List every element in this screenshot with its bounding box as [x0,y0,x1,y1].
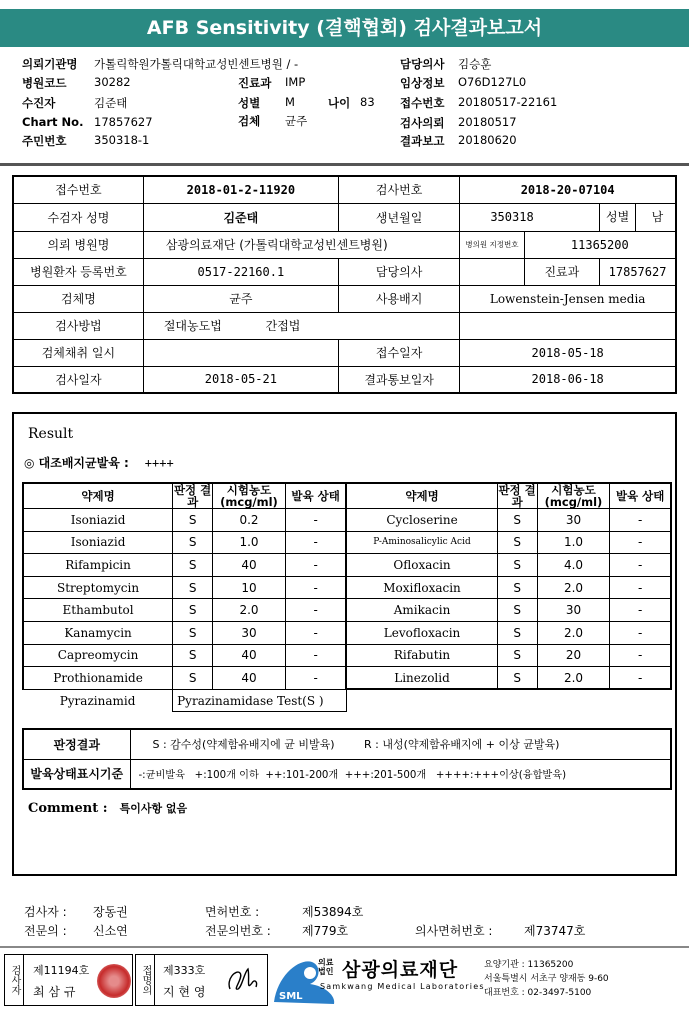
info-label: 검체채취 일시 [13,339,143,366]
drug-name: Ethambutol [23,599,173,622]
signature-icon [224,963,262,997]
method-indirect: 간접법 [265,319,301,333]
comment-label: Comment : [28,801,108,816]
info-value: 0517-22160.1 [143,258,338,285]
report-title: AFB Sensitivity (결핵협회) 검사결과보고서 [0,9,689,47]
table-row [23,554,671,577]
resident-value: 350318-1 [94,133,150,147]
empty-cell [346,689,671,712]
growth-value: - [285,554,346,577]
logo-mark: SML [279,991,303,1002]
table-row [23,599,671,622]
conc-value: 1.0 [537,531,610,554]
pza-drug: Pyrazinamid [59,693,136,708]
conc-value: 1.0 [213,531,286,554]
table-row [23,689,671,712]
table-row [13,366,676,393]
judge-value: S [173,667,213,690]
judge-value: S [497,599,537,622]
tester-name: 장동권 [93,905,128,919]
table-row [23,509,671,532]
table-row [13,176,676,203]
info-table [12,175,677,394]
contact-code: 요양기관 : 11365200 [484,960,574,970]
hospital-code-label: 병원코드 [22,76,67,90]
conc-value: 0.2 [213,509,286,532]
growth-value: - [285,509,346,532]
doctor-sign-label: 접명의 [136,955,155,1005]
drug-name: Levofloxacin [346,621,497,644]
drug-name: Rifabutin [346,644,497,667]
table-row [13,285,676,312]
info-value [460,258,524,285]
info-label: 접수번호 [13,176,143,203]
spec-license-value: 제779호 [302,924,349,938]
info-label: 의뢰 병원명 [13,231,143,258]
col-growth: 발육 상태 [610,483,671,509]
judge-value: S [497,621,537,644]
info-value: 350318 [460,203,600,231]
col-drug: 약제명 [23,483,173,509]
growth-legend-value: -:균비발육 +:100개 이하 ++:101-200개 +++:201-500개 ++++:+++이상(융합발육) [130,759,671,789]
patient-value: 김준태 [94,96,128,110]
info-value: 2018-06-18 [460,366,676,393]
conc-value: 4.0 [537,554,610,577]
age-value: 83 [360,95,375,109]
table-row [13,258,676,285]
drug-name: Isoniazid [23,531,173,554]
footer-divider [0,946,689,948]
drug-name: Rifampicin [23,554,173,577]
drug-name: P-Aminosalicylic Acid [346,531,497,554]
dept-label: 진료과 [238,76,272,90]
judge-value: S [497,644,537,667]
info-label: 병의원 지정번호 [460,231,524,258]
info-value: 남 [651,209,664,224]
legend-table [22,728,672,790]
judge-legend-label: 판정결과 [23,729,130,759]
contact-address: 서울특별시 서초구 양재동 9-60 [484,974,609,984]
reception-label: 접수번호 [400,96,445,110]
drug-name: Isoniazid [23,509,173,532]
info-label: 검체명 [13,285,143,312]
conc-value: 2.0 [537,576,610,599]
clinical-label: 임상정보 [400,76,445,90]
info-value: 11365200 [524,231,676,258]
info-value [600,203,676,231]
doctor-license-value: 제73747호 [524,924,586,938]
growth-value: - [610,621,671,644]
info-value: 2018-20-07104 [460,176,676,203]
result-title: Result [28,426,74,442]
judge-value: S [173,644,213,667]
col-growth: 발육 상태 [285,483,346,509]
license-label: 면허번호 : [205,905,260,919]
legend-r: R : 내성(약제함유배지에 + 이상 균발육) [364,738,560,752]
judge-legend-value [130,729,671,759]
clinical-value: O76D127L0 [458,75,527,89]
org-english: Samkwang Medical Laboratories [320,982,485,991]
info-label: 검사일자 [13,366,143,393]
drug-name: Moxifloxacin [346,576,497,599]
drug-name: Linezolid [346,667,497,690]
col-conc: 시험농도 (mcg/ml) [537,483,610,509]
conc-value: 30 [213,621,286,644]
info-label: 담당의사 [338,258,459,285]
table-row [13,312,676,339]
doctor-license-label: 의사면허번호 : [415,924,493,938]
header-divider [0,163,689,166]
growth-value: - [610,531,671,554]
table-row [23,531,671,554]
table-row [13,231,676,258]
judge-value: S [173,531,213,554]
judge-value: S [173,554,213,577]
info-label: 검사번호 [338,176,459,203]
drug-name: Ofloxacin [346,554,497,577]
info-value: 김준태 [143,203,338,231]
control-growth-value: ++++ [144,456,174,470]
info-value: 2018-01-2-11920 [143,176,338,203]
table-row [13,203,676,231]
table-row [13,339,676,366]
report-value: 20180620 [458,133,517,147]
corp-label: 의료 법인 [318,958,334,976]
table-row [23,759,671,789]
doctor-sign-box [135,954,268,1006]
info-label: 수검자 성명 [13,203,143,231]
judge-value: S [173,509,213,532]
col-conc: 시험농도 (mcg/ml) [213,483,286,509]
tester-sign-name: 최 삼 규 [33,985,76,999]
info-value [143,312,460,339]
doctor-label: 담당의사 [400,57,445,71]
growth-value: - [285,667,346,690]
judge-value: S [173,621,213,644]
growth-value: - [610,667,671,690]
legend-s: S : 감수성(약제함유배지에 균 비발육) [152,738,335,752]
request-value: 20180517 [458,115,517,129]
control-growth-label: ◎ 대조배지균발육 : [24,456,129,470]
conc-value: 2.0 [213,599,286,622]
growth-value: - [610,554,671,577]
info-label: 병원환자 등록번호 [13,258,143,285]
growth-value: - [285,621,346,644]
tester-sign-box [4,954,133,1006]
drug-name: Amikacin [346,599,497,622]
doctor-sign-number: 제333호 [163,964,206,977]
chart-value: 17857627 [94,115,153,129]
drug-name: Cycloserine [346,509,497,532]
info-value [143,339,338,366]
age-label: 나이 [328,96,351,110]
info-value [460,312,676,339]
col-drug: 약제명 [346,483,497,509]
control-growth [24,454,174,471]
institution-label: 의뢰기관명 [22,57,78,71]
specimen-value: 균주 [285,114,308,128]
tester-sign-label: 검사자 [5,955,24,1005]
resident-label: 주민번호 [22,134,67,148]
patient-label: 수진자 [22,96,56,110]
doctor-sign-name: 지 현 영 [163,985,206,999]
specialist-name: 신소연 [93,924,128,938]
growth-value: - [610,599,671,622]
info-label: 생년월일 [338,203,459,231]
growth-value: - [610,509,671,532]
info-value: 17857627 [600,258,676,285]
table-row [23,644,671,667]
report-header [0,54,689,164]
growth-value: - [285,531,346,554]
conc-value: 40 [213,667,286,690]
drug-name: Capreomycin [23,644,173,667]
info-value: 균주 [143,285,338,312]
method-absolute: 절대농도법 [163,319,222,333]
table-row [23,729,671,759]
info-label: 접수일자 [338,339,459,366]
table-header-row [23,483,671,509]
growth-value: - [285,576,346,599]
info-label: 진료과 [524,258,599,285]
info-label: 검사방법 [13,312,143,339]
sex-label: 성별 [238,96,261,110]
institution-value: 가톨릭학원가톨릭대학교성빈센트병원 / - [94,57,299,71]
info-label: 결과통보일자 [338,366,459,393]
info-value: 삼광의료재단 (가톨릭대학교성빈센트병원) [143,231,460,258]
pza-test: Pyrazinamidase Test(S ) [173,689,347,712]
seal-stamp-icon [97,964,131,998]
judge-value: S [497,667,537,690]
conc-value: 40 [213,554,286,577]
judge-value: S [173,576,213,599]
conc-value: 10 [213,576,286,599]
specimen-label: 검체 [238,114,261,128]
info-value: Lowenstein-Jensen media [460,285,676,312]
reception-value: 20180517-22161 [458,95,558,109]
table-row [23,667,671,690]
request-label: 검사의뢰 [400,116,445,130]
doctor-value: 김승훈 [458,57,492,71]
conc-value: 2.0 [537,667,610,690]
dept-value: IMP [285,75,306,89]
judge-value: S [497,531,537,554]
spec-license-label: 전문의번호 : [205,924,271,938]
info-value: 2018-05-21 [143,366,338,393]
sex-value: M [285,95,295,109]
growth-value: - [285,599,346,622]
drug-name: Kanamycin [23,621,173,644]
report-label: 결과보고 [400,134,445,148]
comment-value: 특이사항 없음 [119,802,188,815]
comment [28,800,187,816]
chart-label: Chart No. [22,115,84,129]
info-label: 성별 [600,204,636,231]
conc-value: 20 [537,644,610,667]
specialist-label: 전문의 : [24,924,67,938]
tester-sign-number: 제11194호 [33,964,90,977]
drug-name: Streptomycin [23,576,173,599]
conc-value: 2.0 [537,621,610,644]
tester-label: 검사자 : [24,905,67,919]
license-value: 제53894호 [302,905,364,919]
drug-name: Prothionamide [23,667,173,690]
result-section [12,412,677,876]
hospital-code-value: 30282 [94,75,131,89]
conc-value: 30 [537,509,610,532]
growth-value: - [610,644,671,667]
judge-value: S [497,576,537,599]
col-judge: 판정 결과 [173,483,212,509]
judge-value: S [497,509,537,532]
contact-phone: 대표번호 : 02-3497-5100 [484,988,592,998]
growth-legend-label: 발육상태표시기준 [23,759,130,789]
table-row [23,576,671,599]
org-name: 삼광의료재단 [342,959,459,981]
conc-value: 40 [213,644,286,667]
info-label: 사용배지 [338,285,459,312]
judge-value: S [497,554,537,577]
growth-value: - [285,644,346,667]
info-value: 2018-05-18 [460,339,676,366]
table-row [23,621,671,644]
judge-value: S [173,599,213,622]
col-judge: 판정 결과 [498,483,536,509]
growth-value: - [610,576,671,599]
sensitivity-table [22,482,672,712]
conc-value: 30 [537,599,610,622]
